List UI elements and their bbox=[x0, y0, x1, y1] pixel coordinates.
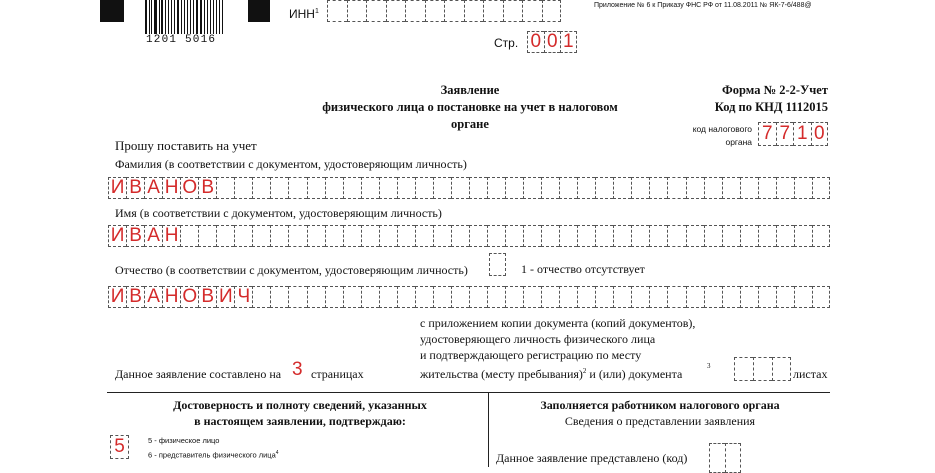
patronymic-cell[interactable] bbox=[577, 286, 595, 308]
name-cell[interactable] bbox=[649, 225, 667, 247]
sheets-cell[interactable] bbox=[772, 357, 791, 381]
sheets-cell[interactable] bbox=[734, 357, 753, 381]
surname-cell[interactable]: И bbox=[108, 177, 126, 199]
patronymic-cell[interactable] bbox=[776, 286, 794, 308]
name-cell[interactable] bbox=[307, 225, 325, 247]
inn-cell[interactable] bbox=[405, 0, 425, 22]
patronymic-cell[interactable]: В bbox=[198, 286, 216, 308]
patronymic-cell[interactable] bbox=[559, 286, 577, 308]
barcode bbox=[145, 0, 225, 34]
surname-cell[interactable] bbox=[613, 177, 631, 199]
patronymic-cell[interactable]: О bbox=[180, 286, 198, 308]
patronymic-cell[interactable]: И bbox=[216, 286, 234, 308]
surname-cell[interactable] bbox=[487, 177, 505, 199]
barcode-bar bbox=[149, 0, 150, 34]
surname-cell[interactable] bbox=[812, 177, 830, 199]
patronymic-cell[interactable] bbox=[379, 286, 397, 308]
sheets-label: листах bbox=[793, 367, 828, 381]
barcode-bar bbox=[181, 0, 182, 34]
name-cell[interactable] bbox=[559, 225, 577, 247]
name-cell[interactable] bbox=[722, 225, 740, 247]
barcode-bar bbox=[171, 0, 173, 34]
barcode-bar bbox=[145, 0, 147, 34]
surname-cell[interactable] bbox=[704, 177, 722, 199]
surname-cell[interactable] bbox=[433, 177, 451, 199]
surname-cell[interactable] bbox=[541, 177, 559, 199]
surname-cell[interactable] bbox=[686, 177, 704, 199]
surname-cell[interactable] bbox=[740, 177, 758, 199]
barcode-bar bbox=[174, 0, 175, 34]
name-cell[interactable] bbox=[415, 225, 433, 247]
page-cell[interactable]: 0 bbox=[544, 31, 561, 53]
barcode-bar bbox=[184, 0, 185, 34]
patronymic-cell[interactable] bbox=[361, 286, 379, 308]
name-cell[interactable] bbox=[541, 225, 559, 247]
name-cell[interactable] bbox=[343, 225, 361, 247]
patronymic-label: Отчество (в соответствии с документом, удостоверяющим личность) bbox=[115, 263, 468, 277]
barcode-bar bbox=[216, 0, 217, 34]
barcode-bar bbox=[190, 0, 191, 34]
name-cell[interactable] bbox=[595, 225, 613, 247]
surname-cell[interactable] bbox=[559, 177, 577, 199]
name-cell[interactable] bbox=[631, 225, 649, 247]
patronymic-cell[interactable] bbox=[469, 286, 487, 308]
surname-cell[interactable]: В bbox=[198, 177, 216, 199]
tax-office-section bbox=[490, 397, 830, 429]
name-cells[interactable] bbox=[108, 225, 830, 247]
patronymic-cell[interactable]: Н bbox=[162, 286, 180, 308]
name-cell[interactable] bbox=[704, 225, 722, 247]
tax-cell[interactable]: 7 bbox=[758, 122, 776, 146]
patronymic-cell[interactable] bbox=[649, 286, 667, 308]
confirmation-title: Достоверность и полноту сведений, указанных в настоящем заявлении, подтверждаю: bbox=[173, 398, 427, 428]
surname-cell[interactable] bbox=[758, 177, 776, 199]
barcode-bar bbox=[222, 0, 223, 34]
name-cell[interactable] bbox=[776, 225, 794, 247]
tax-office-subtitle: Сведения о представлении заявления bbox=[564, 414, 756, 428]
patronymic-cell[interactable] bbox=[595, 286, 613, 308]
surname-cell[interactable] bbox=[649, 177, 667, 199]
inn-footnote: 1 bbox=[314, 8, 319, 15]
tax-cell[interactable]: 1 bbox=[793, 122, 811, 146]
title-line-3: органе bbox=[451, 117, 489, 131]
patronymic-cell[interactable] bbox=[704, 286, 722, 308]
name-cell[interactable] bbox=[758, 225, 776, 247]
barcode-bar bbox=[187, 0, 189, 34]
patronymic-cell[interactable] bbox=[613, 286, 631, 308]
patronymic-cell[interactable] bbox=[523, 286, 541, 308]
patronymic-cell[interactable] bbox=[686, 286, 704, 308]
patronymic-cell[interactable]: Ч bbox=[234, 286, 252, 308]
patronymic-absent-cell[interactable] bbox=[489, 253, 506, 276]
surname-cell[interactable] bbox=[397, 177, 415, 199]
patronymic-cell[interactable] bbox=[812, 286, 830, 308]
name-cell[interactable]: Н bbox=[162, 225, 180, 247]
barcode-bar bbox=[196, 0, 198, 34]
name-cell[interactable] bbox=[613, 225, 631, 247]
title-line-2: физического лица о постановке на учет в налоговом bbox=[322, 100, 618, 114]
form-number: Форма № 2-2-Учет bbox=[722, 83, 828, 97]
patronymic-cell[interactable] bbox=[505, 286, 523, 308]
corner-marker-left bbox=[100, 0, 124, 22]
patronymic-cell[interactable] bbox=[722, 286, 740, 308]
surname-cell[interactable] bbox=[523, 177, 541, 199]
barcode-bar bbox=[207, 0, 208, 34]
patronymic-cell[interactable] bbox=[415, 286, 433, 308]
surname-cell[interactable] bbox=[252, 177, 270, 199]
page-cells[interactable] bbox=[527, 31, 577, 53]
patronymic-cell[interactable] bbox=[758, 286, 776, 308]
barcode-bar bbox=[219, 0, 221, 34]
inn-cell[interactable] bbox=[444, 0, 464, 22]
surname-cell[interactable] bbox=[307, 177, 325, 199]
surname-cell[interactable] bbox=[505, 177, 523, 199]
name-cell[interactable] bbox=[198, 225, 216, 247]
name-cell[interactable] bbox=[397, 225, 415, 247]
patronymic-cell[interactable] bbox=[667, 286, 685, 308]
surname-cell[interactable]: В bbox=[126, 177, 144, 199]
name-cell[interactable] bbox=[667, 225, 685, 247]
surname-cells[interactable] bbox=[108, 177, 830, 199]
confirmer-type-cell[interactable] bbox=[110, 435, 129, 459]
patronymic-cell[interactable] bbox=[343, 286, 361, 308]
name-cell[interactable] bbox=[270, 225, 288, 247]
title-line-1: Заявление bbox=[440, 83, 500, 97]
document-title bbox=[280, 82, 660, 133]
barcode-bar bbox=[210, 0, 212, 34]
barcode-bar bbox=[168, 0, 169, 34]
name-cell[interactable] bbox=[487, 225, 505, 247]
patronymic-absent-note: 1 - отчество отсутствует bbox=[521, 262, 645, 276]
name-cell[interactable] bbox=[505, 225, 523, 247]
page-label: Стр. bbox=[494, 36, 519, 50]
surname-cell[interactable] bbox=[631, 177, 649, 199]
barcode-bar bbox=[213, 0, 214, 34]
surname-cell[interactable]: Н bbox=[162, 177, 180, 199]
barcode-number: 1201 5016 bbox=[146, 34, 217, 46]
patronymic-cell[interactable]: В bbox=[126, 286, 144, 308]
barcode-bar bbox=[204, 0, 205, 34]
patronymic-cell[interactable] bbox=[541, 286, 559, 308]
inn-cell[interactable] bbox=[464, 0, 484, 22]
attachment-footnote-3: 3 bbox=[707, 362, 711, 370]
corner-marker-right bbox=[248, 0, 270, 22]
barcode-bar bbox=[154, 0, 156, 34]
page-cell[interactable]: 1 bbox=[560, 31, 577, 53]
barcode-bar bbox=[161, 0, 163, 34]
name-cell[interactable] bbox=[469, 225, 487, 247]
submit-cell[interactable] bbox=[709, 443, 725, 473]
surname-cell[interactable] bbox=[288, 177, 306, 199]
surname-cell[interactable] bbox=[234, 177, 252, 199]
confirmer-option-2: 6 - представитель физического лица$^4$ bbox=[148, 450, 279, 460]
surname-cell[interactable] bbox=[776, 177, 794, 199]
inn-cell[interactable] bbox=[483, 0, 503, 22]
tax-cell[interactable]: 0 bbox=[811, 122, 829, 146]
barcode-bar bbox=[151, 0, 152, 34]
patronymic-cell[interactable] bbox=[631, 286, 649, 308]
pages-count-digit[interactable]: 3 bbox=[292, 359, 303, 380]
inn-cell[interactable] bbox=[522, 0, 542, 22]
surname-cell[interactable] bbox=[361, 177, 379, 199]
surname-cell[interactable] bbox=[343, 177, 361, 199]
knd-code: Код по КНД 1112015 bbox=[714, 100, 828, 114]
surname-cell[interactable] bbox=[469, 177, 487, 199]
surname-cell[interactable] bbox=[595, 177, 613, 199]
tax-office-title: Заполняется работником налогового органа bbox=[540, 398, 780, 412]
inn-cell[interactable] bbox=[542, 0, 562, 22]
name-cell[interactable] bbox=[361, 225, 379, 247]
request-text: Прошу поставить на учет bbox=[115, 138, 257, 153]
surname-cell[interactable]: О bbox=[180, 177, 198, 199]
surname-cell[interactable] bbox=[379, 177, 397, 199]
surname-cell[interactable] bbox=[451, 177, 469, 199]
patronymic-cell[interactable] bbox=[288, 286, 306, 308]
tax-cell[interactable]: 7 bbox=[776, 122, 794, 146]
name-cell[interactable] bbox=[740, 225, 758, 247]
name-cell[interactable] bbox=[686, 225, 704, 247]
name-cell[interactable] bbox=[812, 225, 830, 247]
page-cell[interactable]: 0 bbox=[527, 31, 544, 53]
patronymic-cell[interactable] bbox=[433, 286, 451, 308]
name-cell[interactable] bbox=[577, 225, 595, 247]
inn-cell[interactable] bbox=[425, 0, 445, 22]
inn-cell[interactable] bbox=[347, 0, 367, 22]
name-cell[interactable] bbox=[794, 225, 812, 247]
appendix-note: Приложение № 6 к Приказу ФНС РФ от 11.08.2011 № ЯК-7-6/488@ bbox=[594, 2, 812, 9]
submission-code-cells[interactable] bbox=[709, 443, 741, 473]
surname-cell[interactable]: А bbox=[144, 177, 162, 199]
surname-cell[interactable] bbox=[577, 177, 595, 199]
confirm-cell-cell[interactable]: 5 bbox=[110, 435, 129, 459]
patronymic-cell[interactable] bbox=[307, 286, 325, 308]
name-cell[interactable] bbox=[379, 225, 397, 247]
barcode-bar bbox=[200, 0, 202, 34]
sheets-cell[interactable] bbox=[753, 357, 772, 381]
name-cell[interactable] bbox=[252, 225, 270, 247]
patronymic-cell[interactable] bbox=[487, 286, 505, 308]
name-cell[interactable]: А bbox=[144, 225, 162, 247]
section-divider-horizontal bbox=[107, 392, 830, 393]
surname-cell[interactable] bbox=[325, 177, 343, 199]
barcode-bar bbox=[159, 0, 160, 34]
barcode-bar bbox=[165, 0, 166, 34]
name-cell[interactable]: В bbox=[126, 225, 144, 247]
patronymic-cell[interactable] bbox=[270, 286, 288, 308]
pages-statement-suffix: страницах bbox=[311, 367, 364, 381]
submission-code-label: Данное заявление представлено (код) bbox=[496, 451, 688, 465]
patronymic-cell[interactable]: А bbox=[144, 286, 162, 308]
name-cell[interactable]: И bbox=[108, 225, 126, 247]
surname-cell[interactable] bbox=[415, 177, 433, 199]
inn-cell[interactable] bbox=[366, 0, 386, 22]
name-cell[interactable] bbox=[433, 225, 451, 247]
surname-cell[interactable] bbox=[794, 177, 812, 199]
attachment-text: с приложением копии документа (копий документов), удостоверяющего личность физического лица и подтверждающего регистрацию по месту жительства (месту пребывания)$^2$ и (или) документа bbox=[420, 316, 696, 381]
sheets-cells[interactable] bbox=[734, 357, 791, 381]
tax-code-label: код налогового органа bbox=[692, 124, 752, 147]
pages-statement-label: Данное заявление составлено на bbox=[115, 367, 282, 381]
inn-cell[interactable] bbox=[386, 0, 406, 22]
surname-cell[interactable] bbox=[722, 177, 740, 199]
patronymic-cell[interactable]: И bbox=[108, 286, 126, 308]
name-cell[interactable] bbox=[234, 225, 252, 247]
patronymic-cell[interactable] bbox=[740, 286, 758, 308]
confirmer-option-1: 5 - физическое лицо bbox=[148, 436, 220, 445]
name-cell[interactable] bbox=[288, 225, 306, 247]
patronymic-cell[interactable] bbox=[451, 286, 469, 308]
section-divider-vertical bbox=[488, 392, 489, 467]
tax-code-cells[interactable] bbox=[758, 122, 828, 146]
name-label: Имя (в соответствии с документом, удостоверяющим личность) bbox=[115, 206, 442, 220]
patronymic-absent-checkbox[interactable] bbox=[489, 253, 506, 276]
inn-cell[interactable] bbox=[327, 0, 347, 22]
submit-cell[interactable] bbox=[725, 443, 741, 473]
surname-cell[interactable] bbox=[270, 177, 288, 199]
patronymic-cells[interactable] bbox=[108, 286, 830, 308]
surname-label: Фамилия (в соответствии с документом, удостоверяющим личность) bbox=[115, 157, 467, 171]
name-cell[interactable] bbox=[216, 225, 234, 247]
name-cell[interactable] bbox=[523, 225, 541, 247]
name-cell[interactable] bbox=[325, 225, 343, 247]
name-cell[interactable] bbox=[180, 225, 198, 247]
surname-cell[interactable] bbox=[216, 177, 234, 199]
name-cell[interactable] bbox=[451, 225, 469, 247]
patronymic-cell[interactable] bbox=[397, 286, 415, 308]
patronymic-cell[interactable] bbox=[325, 286, 343, 308]
barcode-bar bbox=[177, 0, 179, 34]
inn-label: ИНН$^1$ bbox=[289, 7, 319, 21]
surname-cell[interactable] bbox=[667, 177, 685, 199]
patronymic-cell[interactable] bbox=[794, 286, 812, 308]
barcode-bar bbox=[193, 0, 194, 34]
patronymic-cell[interactable] bbox=[252, 286, 270, 308]
inn-cell[interactable] bbox=[503, 0, 523, 22]
inn-cells[interactable] bbox=[327, 0, 561, 22]
